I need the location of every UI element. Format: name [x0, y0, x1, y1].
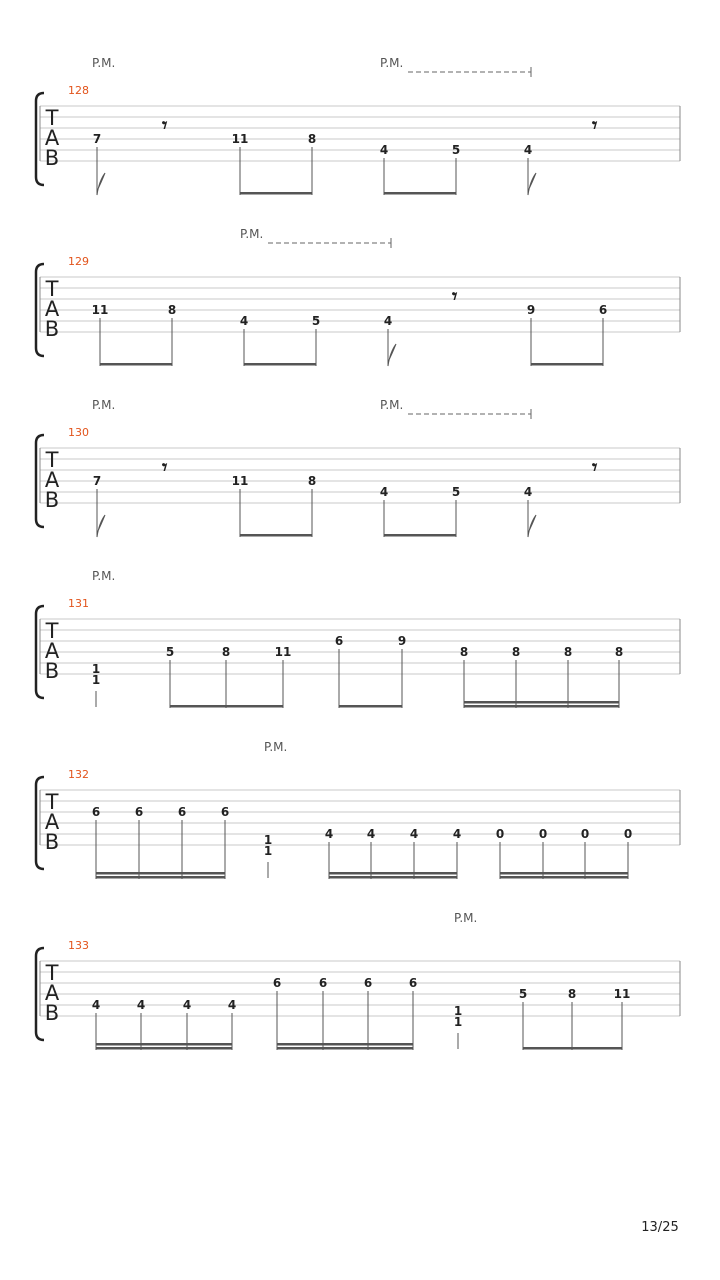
fret-number: 7: [92, 474, 102, 488]
measure-number: 129: [68, 255, 89, 268]
fret-number: 8: [307, 474, 317, 488]
beam: [240, 534, 312, 537]
note-flag: [528, 515, 536, 537]
note-flag: [97, 173, 105, 195]
measure-number: 133: [68, 939, 89, 952]
beam: [329, 876, 457, 879]
fret-number: 0: [538, 827, 548, 841]
beam: [96, 1047, 232, 1050]
fret-number: 1: [263, 844, 273, 858]
fret-number: 11: [274, 645, 292, 659]
fret-number: 4: [452, 827, 462, 841]
fret-number: 6: [220, 805, 230, 819]
fret-number: 6: [272, 976, 282, 990]
tab-clef-letter: B: [44, 146, 60, 170]
fret-number: 4: [227, 998, 237, 1012]
fret-number: 4: [409, 827, 419, 841]
fret-number: 4: [379, 143, 389, 157]
fret-number: 8: [511, 645, 521, 659]
fret-number: 5: [451, 143, 461, 157]
fret-number: 8: [614, 645, 624, 659]
fret-number: 11: [231, 132, 249, 146]
fret-number: 5: [165, 645, 175, 659]
beam: [500, 876, 628, 879]
fret-number: 11: [231, 474, 249, 488]
fret-number: 5: [311, 314, 321, 328]
fret-number: 11: [613, 987, 631, 1001]
tab-system: [36, 398, 680, 537]
fret-number: 6: [91, 805, 101, 819]
beam: [240, 192, 312, 195]
measure-number: 131: [68, 597, 89, 610]
beam: [464, 701, 619, 704]
fret-number: 6: [408, 976, 418, 990]
tab-clef-letter: B: [44, 830, 60, 854]
beam: [277, 1043, 413, 1046]
tab-system: [36, 740, 680, 879]
palm-mute-label: P.M.: [380, 56, 404, 70]
fret-number: 4: [324, 827, 334, 841]
tab-clef-letter: A: [44, 810, 60, 834]
fret-number: 1: [263, 833, 273, 847]
measure-number: 132: [68, 768, 89, 781]
fret-number: 6: [318, 976, 328, 990]
fret-number: 1: [91, 662, 101, 676]
fret-number: 4: [383, 314, 393, 328]
fret-number: 1: [91, 673, 101, 687]
tab-clef-letter: A: [44, 981, 60, 1005]
eighth-rest: 𝄾: [162, 113, 168, 137]
eighth-rest: 𝄾: [452, 284, 458, 308]
tab-clef-letter: A: [44, 468, 60, 492]
eighth-rest: 𝄾: [162, 455, 168, 479]
beam: [244, 363, 316, 366]
eighth-rest: 𝄾: [592, 455, 598, 479]
tab-clef-letter: T: [45, 961, 59, 985]
palm-mute-label: P.M.: [92, 56, 116, 70]
fret-number: 1: [453, 1015, 463, 1029]
fret-number: 5: [451, 485, 461, 499]
fret-number: 1: [453, 1004, 463, 1018]
beam: [384, 534, 456, 537]
tab-system: [36, 56, 680, 195]
tab-clef-letter: T: [45, 448, 59, 472]
beam: [531, 363, 603, 366]
fret-number: 4: [136, 998, 146, 1012]
measure-number: 130: [68, 426, 89, 439]
fret-number: 9: [526, 303, 536, 317]
fret-number: 6: [334, 634, 344, 648]
tab-system: [36, 911, 680, 1050]
fret-number: 4: [239, 314, 249, 328]
fret-number: 6: [134, 805, 144, 819]
note-flag: [97, 515, 105, 537]
fret-number: 5: [518, 987, 528, 1001]
fret-number: 6: [177, 805, 187, 819]
tab-clef-letter: A: [44, 297, 60, 321]
beam: [523, 1047, 622, 1050]
fret-number: 8: [307, 132, 317, 146]
tab-clef-letter: B: [44, 317, 60, 341]
fret-number: 9: [397, 634, 407, 648]
palm-mute-label: P.M.: [454, 911, 478, 925]
beam: [464, 705, 619, 708]
fret-number: 0: [623, 827, 633, 841]
beam: [96, 872, 225, 875]
beam: [96, 1043, 232, 1046]
fret-number: 8: [167, 303, 177, 317]
note-flag: [388, 344, 396, 366]
fret-number: 8: [567, 987, 577, 1001]
beam: [384, 192, 456, 195]
fret-number: 8: [563, 645, 573, 659]
tab-clef-letter: A: [44, 126, 60, 150]
beam: [96, 876, 225, 879]
palm-mute-label: P.M.: [92, 398, 116, 412]
fret-number: 7: [92, 132, 102, 146]
palm-mute-label: P.M.: [240, 227, 264, 241]
fret-number: 4: [523, 485, 533, 499]
beam: [170, 705, 283, 708]
tab-clef-letter: A: [44, 639, 60, 663]
beam: [500, 872, 628, 875]
tab-clef-letter: T: [45, 106, 59, 130]
fret-number: 11: [91, 303, 109, 317]
fret-number: 4: [182, 998, 192, 1012]
beam: [339, 705, 402, 708]
note-flag: [528, 173, 536, 195]
tab-system: [36, 569, 680, 708]
tab-clef-letter: B: [44, 659, 60, 683]
tab-clef-letter: T: [45, 619, 59, 643]
fret-number: 6: [598, 303, 608, 317]
fret-number: 4: [379, 485, 389, 499]
tab-clef-letter: T: [45, 790, 59, 814]
fret-number: 8: [221, 645, 231, 659]
measure-number: 128: [68, 84, 89, 97]
palm-mute-label: P.M.: [380, 398, 404, 412]
palm-mute-label: P.M.: [264, 740, 288, 754]
fret-number: 0: [580, 827, 590, 841]
tab-clef-letter: B: [44, 488, 60, 512]
beam: [329, 872, 457, 875]
beam: [100, 363, 172, 366]
tab-clef-letter: T: [45, 277, 59, 301]
fret-number: 0: [495, 827, 505, 841]
tab-system: [36, 227, 680, 366]
beam: [277, 1047, 413, 1050]
eighth-rest: 𝄾: [592, 113, 598, 137]
fret-number: 6: [363, 976, 373, 990]
tab-clef-letter: B: [44, 1001, 60, 1025]
fret-number: 4: [523, 143, 533, 157]
fret-number: 4: [366, 827, 376, 841]
page-number: 13/25: [641, 1220, 679, 1235]
fret-number: 4: [91, 998, 101, 1012]
palm-mute-label: P.M.: [92, 569, 116, 583]
fret-number: 8: [459, 645, 469, 659]
